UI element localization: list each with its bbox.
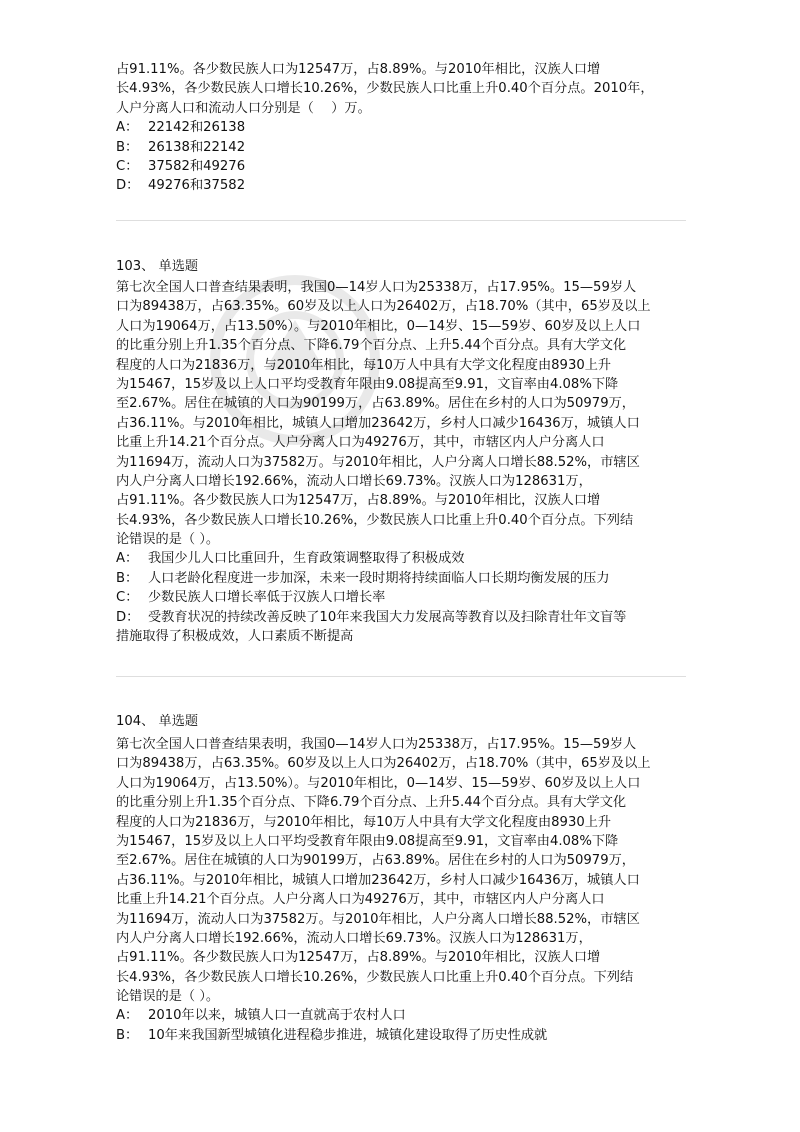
question-text-line: 为15467，15岁及以上人口平均受教育年限由9.08提高至9.91，文盲率由4.08%下降 bbox=[116, 376, 619, 392]
question-divider bbox=[116, 676, 686, 677]
question-103-header: 103、 单选题 bbox=[116, 259, 199, 274]
option-label: C： bbox=[116, 590, 139, 606]
question-text-line: 程度的人口为21836万，与2010年相比，每10万人中具有大学文化程度由8930上升 bbox=[116, 357, 612, 373]
option-text: 2010年以来，城镇人口一直就高于农村人口 bbox=[148, 1008, 406, 1024]
question-divider bbox=[116, 220, 686, 221]
question-text-line: 为15467，15岁及以上人口平均受教育年限由9.08提高至9.91，文盲率由4.08%下降 bbox=[116, 833, 619, 849]
question-text-line: 比重上升14.21个百分点。人户分离人口为49276万，其中，市辖区内人户分离人口 bbox=[116, 892, 605, 908]
question-text-line: 为11694万，流动人口为37582万。与2010年相比，人户分离人口增长88.52%，市辖区 bbox=[116, 454, 640, 470]
option-b[interactable] bbox=[116, 1026, 686, 1045]
question-text-line: 内人户分离人口增长192.66%，流动人口增长69.73%。汉族人口为128631万， bbox=[116, 473, 592, 489]
option-text: 受教育状况的持续改善反映了10年来我国大力发展高等教育以及扫除青壮年文盲等 bbox=[148, 609, 627, 625]
option-text: 37582和49276 bbox=[148, 158, 246, 174]
question-text-line: 内人户分离人口增长192.66%，流动人口增长69.73%。汉族人口为128631万， bbox=[116, 930, 592, 946]
option-a[interactable] bbox=[116, 549, 686, 568]
question-text-line: 比重上升14.21个百分点。人户分离人口为49276万，其中，市辖区内人户分离人口 bbox=[116, 435, 605, 451]
option-c[interactable] bbox=[116, 157, 686, 176]
option-a[interactable] bbox=[116, 1006, 686, 1025]
question-text-line: 口为89438万，占63.35%。60岁及以上人口为26402万，占18.70%（其中，65岁及以上 bbox=[116, 756, 651, 772]
question-103 bbox=[116, 278, 686, 646]
question-text-line: 人户分离人口和流动人口分别是（ ）万。 bbox=[116, 100, 371, 116]
question-text-line: 占91.11%。各少数民族人口为12547万，占8.89%。与2010年相比，汉族人口增 bbox=[116, 62, 601, 77]
question-102-continuation bbox=[116, 60, 686, 196]
question-text-line: 占91.11%。各少数民族人口为12547万，占8.89%。与2010年相比，汉族人口增 bbox=[116, 493, 601, 509]
question-text-line: 占91.11%。各少数民族人口为12547万，占8.89%。与2010年相比，汉族人口增 bbox=[116, 950, 601, 966]
option-label: A： bbox=[116, 1008, 139, 1024]
question-text-line: 至2.67%。居住在城镇的人口为90199万，占63.89%。居住在乡村的人口为50979万， bbox=[116, 396, 635, 412]
option-label: C： bbox=[116, 158, 139, 174]
option-text: 少数民族人口增长率低于汉族人口增长率 bbox=[148, 590, 386, 606]
option-label: D： bbox=[116, 609, 140, 625]
option-text: 人口老龄化程度进一步加深，未来一段时期将持续面临人口长期均衡发展的压力 bbox=[148, 570, 610, 586]
question-text-line: 的比重分别上升1.35个百分点、下降6.79个百分点、上升5.44个百分点。具有大学文化 bbox=[116, 795, 627, 811]
question-text-line: 至2.67%。居住在城镇的人口为90199万，占63.89%。居住在乡村的人口为50979万， bbox=[116, 853, 635, 869]
option-text: 49276和37582 bbox=[148, 178, 246, 194]
option-d[interactable] bbox=[116, 608, 686, 627]
option-label: B： bbox=[116, 1027, 139, 1043]
option-label: A： bbox=[116, 551, 139, 567]
option-text: 26138和22142 bbox=[148, 139, 246, 155]
question-104 bbox=[116, 735, 686, 1045]
question-text-line: 第七次全国人口普查结果表明，我国0—14岁人口为25338万，占17.95%。15—59岁人 bbox=[116, 280, 637, 295]
question-text-line: 人口为19064万，占13.50%）。与2010年相比，0—14岁、15—59岁、60岁及以上人口 bbox=[116, 775, 641, 791]
option-label: A： bbox=[116, 120, 139, 136]
question-text-line: 论错误的是（ ）。 bbox=[116, 989, 220, 1005]
question-text-line: 论错误的是（ ）。 bbox=[116, 532, 220, 548]
question-text-line: 的比重分别上升1.35个百分点、下降6.79个百分点、上升5.44个百分点。具有大学文化 bbox=[116, 338, 627, 354]
option-text: 22142和26138 bbox=[148, 120, 246, 136]
question-text-line: 为11694万，流动人口为37582万。与2010年相比，人户分离人口增长88.52%，市辖区 bbox=[116, 911, 640, 927]
question-104-header: 104、 单选题 bbox=[116, 714, 199, 729]
question-text-line: 口为89438万，占63.35%。60岁及以上人口为26402万，占18.70%（其中，65岁及以上 bbox=[116, 299, 651, 315]
question-text-line: 占36.11%。与2010年相比，城镇人口增加23642万，乡村人口减少16436万，城镇人口 bbox=[116, 872, 640, 888]
option-label: B： bbox=[116, 570, 139, 586]
option-label: D： bbox=[116, 178, 140, 194]
question-text-line: 第七次全国人口普查结果表明，我国0—14岁人口为25338万，占17.95%。15—59岁人 bbox=[116, 737, 637, 752]
option-d-continuation: 措施取得了积极成效，人口素质不断提高 bbox=[116, 629, 354, 645]
question-text-line: 程度的人口为21836万，与2010年相比，每10万人中具有大学文化程度由8930上升 bbox=[116, 814, 612, 830]
option-text: 我国少儿人口比重回升，生育政策调整取得了积极成效 bbox=[148, 551, 465, 567]
option-b[interactable] bbox=[116, 138, 686, 157]
option-c[interactable] bbox=[116, 588, 686, 607]
question-text-line: 占36.11%。与2010年相比，城镇人口增加23642万，乡村人口减少16436万，城镇人口 bbox=[116, 415, 640, 431]
question-text-line: 长4.93%，各少数民族人口增长10.26%，少数民族人口比重上升0.40个百分点。下列结 bbox=[116, 969, 634, 985]
question-text-line: 长4.93%，各少数民族人口增长10.26%，少数民族人口比重上升0.40个百分点。2010年， bbox=[116, 81, 654, 97]
option-b[interactable] bbox=[116, 569, 686, 588]
option-text: 10年来我国新型城镇化进程稳步推进，城镇化建设取得了历史性成就 bbox=[148, 1027, 548, 1043]
question-text-line: 人口为19064万，占13.50%）。与2010年相比，0—14岁、15—59岁、60岁及以上人口 bbox=[116, 318, 641, 334]
option-label: B： bbox=[116, 139, 139, 155]
question-text-line: 长4.93%，各少数民族人口增长10.26%，少数民族人口比重上升0.40个百分点。下列结 bbox=[116, 512, 634, 528]
option-a[interactable] bbox=[116, 118, 686, 137]
option-d[interactable] bbox=[116, 176, 686, 195]
